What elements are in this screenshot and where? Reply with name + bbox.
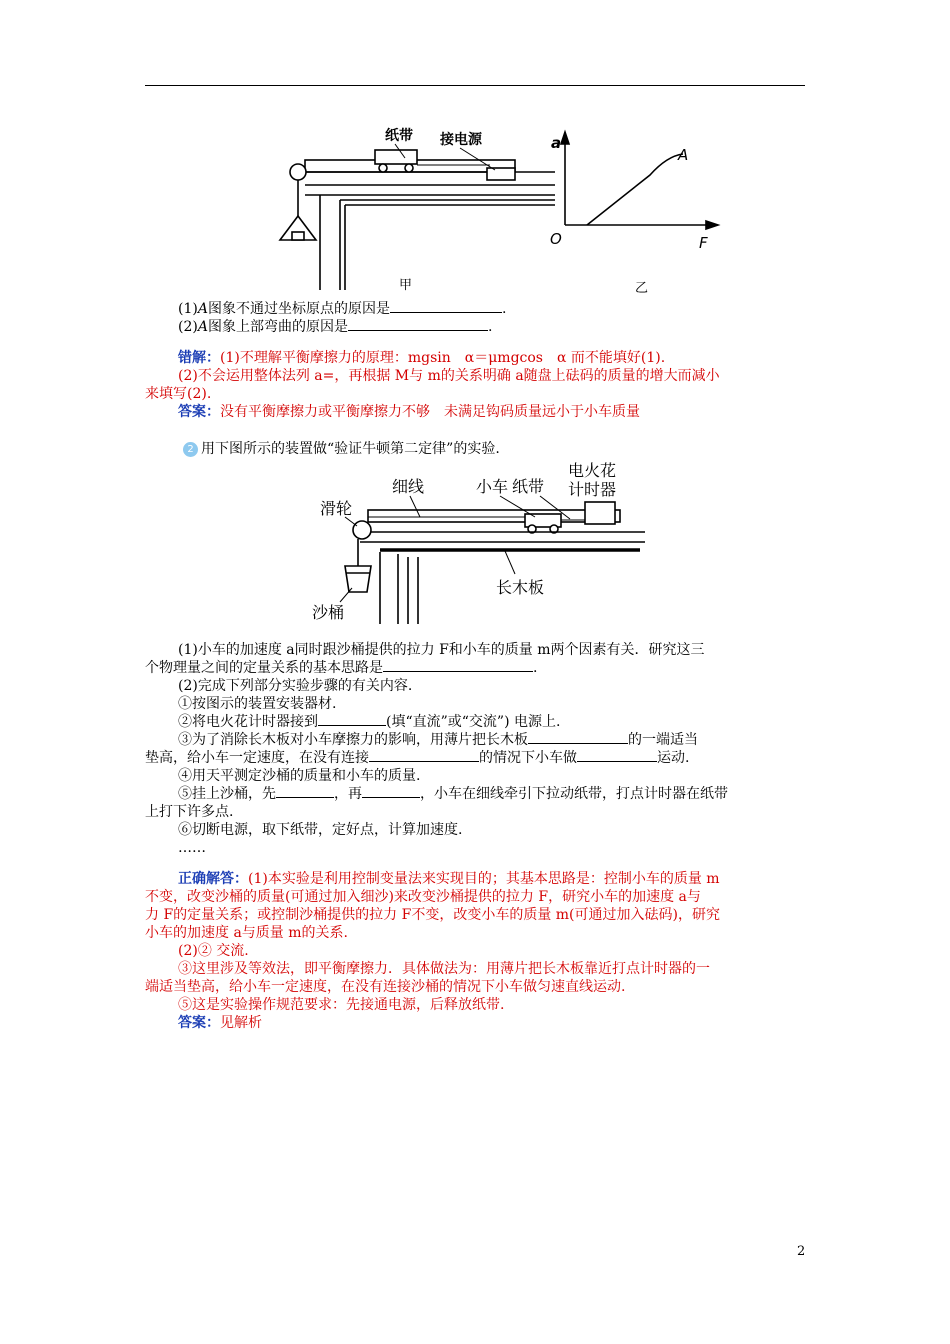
answer-blank[interactable] bbox=[318, 713, 386, 726]
answer1: 答案：没有平衡摩擦力或平衡摩擦力不够 未满足钩码质量远小于小车质量 bbox=[178, 404, 640, 420]
q2-step-3: ③为了消除长木板对小车摩擦力的影响，用薄片把长木板 的一端适当 bbox=[178, 732, 698, 748]
answer-blank[interactable] bbox=[577, 749, 657, 762]
caption-yi: 乙 bbox=[635, 281, 649, 295]
caption-jia: 甲 bbox=[399, 278, 413, 293]
label-pulley: 滑轮 bbox=[320, 499, 353, 518]
apparatus-left bbox=[280, 150, 555, 290]
label-timer-line2: 计时器 bbox=[568, 480, 617, 499]
q2-ellipsis: …… bbox=[178, 840, 206, 856]
wrong-solution-line2: (2)不会运用整体法列 a=，再根据 M与 m的关系明确 a随盘上砝码的质量的增大而减小 bbox=[178, 368, 720, 384]
label-timer-line1: 电火花 bbox=[568, 462, 617, 480]
wrong-solution-line3: 来填写(2). bbox=[145, 386, 212, 402]
figure-newton-apparatus bbox=[300, 462, 660, 627]
answer-blank[interactable] bbox=[276, 785, 334, 798]
answer-blank[interactable] bbox=[362, 785, 420, 798]
figure-apparatus-and-graph bbox=[265, 120, 725, 295]
solution-line-7: 端适当垫高，给小车一定速度，在没有连接沙桶的情况下小车做匀速直线运动. bbox=[145, 979, 626, 995]
graph-a-vs-F bbox=[561, 132, 718, 229]
wrong-solution-line1: 错解：(1)不理解平衡摩擦力的原理：mgsin α＝μmgcos α 而不能填好(1). bbox=[178, 350, 666, 366]
solution-line-4: 小车的加速度 a与质量 m的关系. bbox=[145, 925, 348, 941]
answer-blank[interactable] bbox=[369, 749, 479, 762]
axis-label-a: a bbox=[551, 134, 562, 152]
answer-blank[interactable] bbox=[390, 300, 502, 313]
label-cart: 小车 bbox=[476, 477, 509, 496]
answer-blank[interactable] bbox=[383, 659, 533, 672]
q2-step-4: ④用天平测定沙桶的质量和小车的质量. bbox=[178, 768, 421, 784]
label-sand-bucket: 沙桶 bbox=[312, 603, 345, 622]
answer2: 答案：见解析 bbox=[178, 1015, 262, 1031]
curve-label-A: A bbox=[678, 146, 689, 164]
axis-label-F: F bbox=[699, 234, 708, 252]
solution-line-2: 不变，改变沙桶的质量(可通过加入细沙)来改变沙桶提供的拉力 F，研究小车的加速度 a与 bbox=[145, 889, 701, 905]
solution-line-3: 力 F的定量关系；或控制沙桶提供的拉力 F不变，改变小车的质量 m(可通过加入砝码)，研究 bbox=[145, 907, 720, 923]
solution-line-6: ③这里涉及等效法，即平衡摩擦力．具体做法为：用薄片把长木板靠近打点计时器的一 bbox=[178, 961, 710, 977]
question-number-badge: 2 bbox=[183, 442, 198, 457]
label-tape: 纸带 bbox=[512, 477, 545, 496]
q2-line-1: (1)小车的加速度 a同时跟沙桶提供的拉力 F和小车的质量 m两个因素有关．研究这三 bbox=[178, 642, 705, 658]
q2-step-1: ①按图示的装置安装器材. bbox=[178, 696, 337, 712]
q2-step-6: ⑥切断电源，取下纸带，定好点，计算加速度. bbox=[178, 822, 463, 838]
q2-step-5-cont: 上打下许多点. bbox=[145, 804, 234, 820]
page-number: 2 bbox=[797, 1244, 806, 1259]
solution-line-5: (2)② 交流. bbox=[178, 943, 249, 959]
q2-step-3-cont: 垫高，给小车一定速度，在没有连接 的情况下小车做 运动. bbox=[145, 750, 690, 766]
answer-blank[interactable] bbox=[348, 318, 488, 331]
label-long-board: 长木板 bbox=[496, 578, 545, 597]
label-connect-power: 接电源 bbox=[440, 132, 482, 148]
solution-line-1: 正确解答：(1)本实验是利用控制变量法来实现目的；其基本思路是：控制小车的质量 m bbox=[178, 871, 720, 887]
answer-blank[interactable] bbox=[528, 731, 628, 744]
label-paper-tape: 纸带 bbox=[385, 128, 413, 144]
question1-line1: (1)A图象不通过坐标原点的原因是 . bbox=[178, 301, 507, 317]
q2-step-2: ②将电火花计时器接到 (填“直流”或“交流”) 电源上. bbox=[178, 714, 561, 730]
question1-line2: (2)A图象上部弯曲的原因是 . bbox=[178, 319, 493, 335]
q2-step-5: ⑤挂上沙桶，先 ，再 ，小车在细线牵引下拉动纸带，打点计时器在纸带 bbox=[178, 786, 728, 802]
question2-title: 2 用下图所示的装置做“验证牛顿第二定律”的实验. bbox=[183, 440, 500, 458]
q2-line-3: (2)完成下列部分实验步骤的有关内容. bbox=[178, 678, 413, 694]
header-rule bbox=[145, 85, 805, 86]
label-thread: 细线 bbox=[392, 477, 425, 496]
solution-line-8: ⑤这是实验操作规范要求：先接通电源，后释放纸带. bbox=[178, 997, 505, 1013]
origin-label: O bbox=[550, 230, 562, 248]
q2-line-2: 个物理量之间的定量关系的基本思路是 . bbox=[145, 660, 538, 676]
